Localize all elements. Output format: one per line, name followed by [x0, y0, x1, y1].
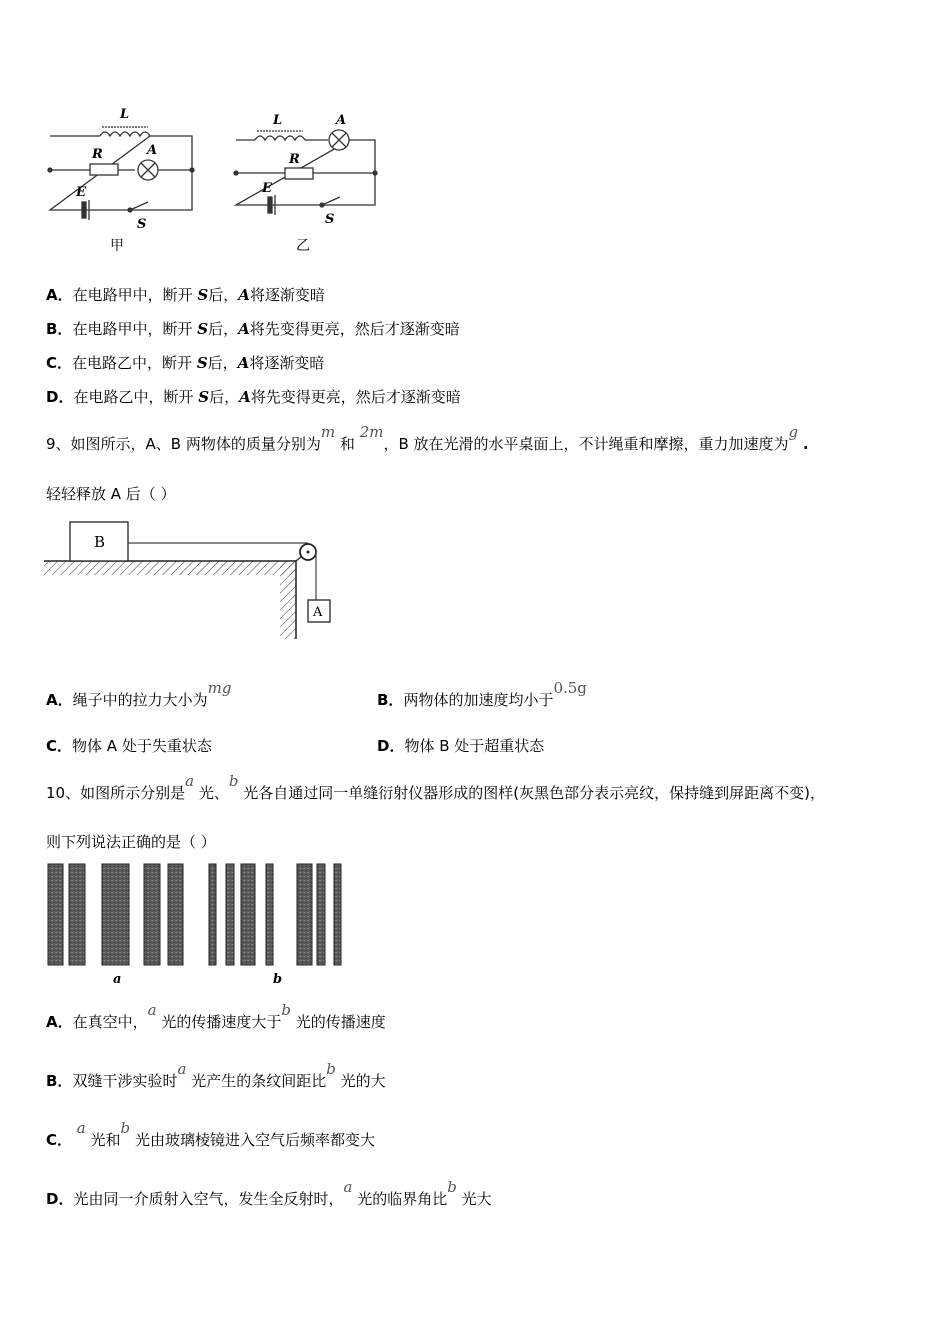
- q8-option-a: A．在电路甲中，断开 S后，A将逐渐变暗: [46, 286, 325, 304]
- q9-option-c: C．物体 A 处于失重状态: [46, 737, 212, 755]
- label-S-jia: S: [137, 217, 147, 232]
- circuit-diagrams: [40, 100, 400, 260]
- caption-yi: 乙: [296, 238, 310, 254]
- label-A-yi: A: [336, 113, 347, 128]
- label-R-jia: R: [92, 147, 103, 162]
- q8-option-d: D．在电路乙中，断开 S后，A将先变得更亮，然后才逐渐变暗: [46, 388, 461, 406]
- pattern-a-label: a: [113, 972, 122, 987]
- q10-stem-line2: 则下列说法正确的是（ ）: [46, 833, 216, 851]
- q8-option-c: C．在电路乙中，断开 S后，A将逐渐变暗: [46, 354, 325, 372]
- q9-figure: [44, 515, 344, 645]
- label-S-yi: S: [325, 212, 335, 227]
- q9-option-a: A．绳子中的拉力大小为mg: [46, 679, 232, 709]
- pattern-b-label: b: [273, 972, 283, 987]
- label-E-jia: E: [76, 185, 86, 200]
- label-L-jia: L: [120, 107, 130, 122]
- label-L-yi: L: [273, 113, 283, 128]
- label-R-yi: R: [289, 152, 300, 167]
- q10-option-d: D．光由同一介质射入空气，发生全反射时，a 光的临界角比b 光大: [46, 1178, 492, 1208]
- q9-stem: 9、如图所示，A、B 两物体的质量分别为m 和 2m，B 放在光滑的水平桌面上，不计绳重和摩擦，重力加速度为g .: [46, 423, 809, 453]
- label-A-jia: A: [147, 143, 158, 158]
- label-E-yi: E: [262, 181, 272, 196]
- block-b-label: B: [94, 533, 106, 551]
- q10-option-a: A．在真空中，a 光的传播速度大于b 光的传播速度: [46, 1001, 386, 1031]
- q8-option-b: B．在电路甲中，断开 S后，A将先变得更亮，然后才逐渐变暗: [46, 320, 460, 338]
- q9-stem-line2: 轻轻释放 A 后（ ）: [46, 485, 176, 503]
- q10-option-c: C． a 光和b 光由玻璃棱镜进入空气后频率都变大: [46, 1119, 375, 1149]
- q10-option-b: B．双缝干涉实验时a 光产生的条纹间距比b 光的大: [46, 1060, 386, 1090]
- q9-option-b: B．两物体的加速度均小于0.5g: [377, 679, 587, 709]
- caption-jia: 甲: [110, 238, 124, 254]
- q10-stem: 10、如图所示分别是a 光、b 光各自通过同一单缝衍射仪器形成的图样(灰黑色部分表示亮纹，保持缝到屏距离不变)，: [46, 772, 825, 802]
- block-a-label: A: [313, 605, 323, 620]
- diffraction-patterns: [44, 860, 354, 990]
- q9-option-d: D．物体 B 处于超重状态: [377, 737, 545, 755]
